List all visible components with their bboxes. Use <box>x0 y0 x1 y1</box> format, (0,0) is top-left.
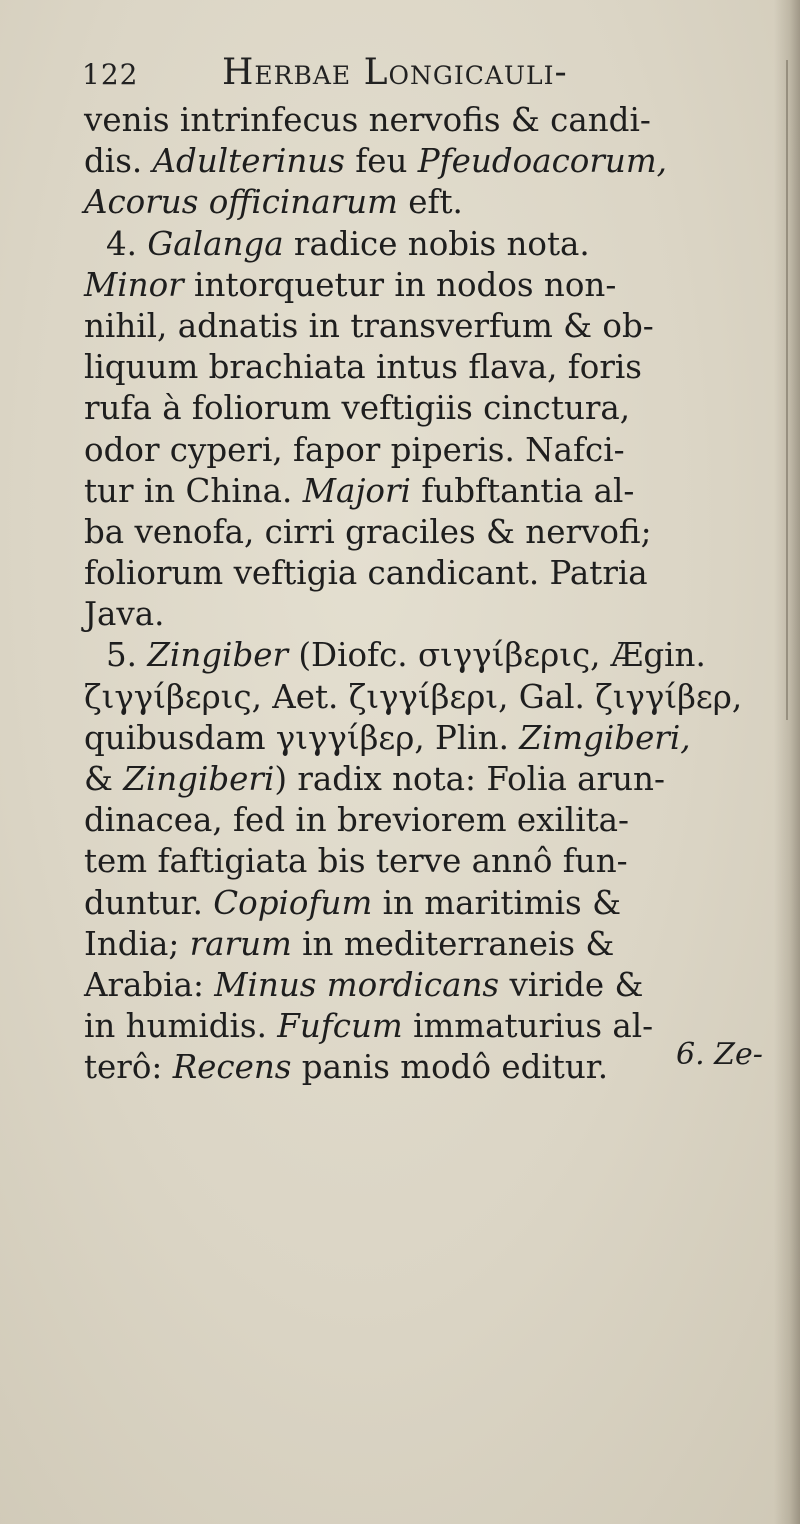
text-line <box>84 1047 774 1088</box>
text-segment: feu <box>344 142 418 181</box>
text-segment: terô: <box>84 1048 173 1087</box>
text-segment: fubftantia al- <box>410 471 635 510</box>
text-segment: & <box>84 760 124 798</box>
text-line <box>84 677 774 718</box>
text-line <box>84 347 774 388</box>
text-line <box>84 759 774 800</box>
text-segment: foliorum veftigia candicant. Patria <box>84 554 648 593</box>
text-segment: radice nobis nota. <box>283 224 590 263</box>
text-segment: duntur. <box>84 883 214 922</box>
italic-term: Zimgiberi, <box>519 718 691 757</box>
text-line <box>84 718 774 759</box>
text-line <box>84 635 774 676</box>
text-segment: ζιγγίβερις, Aet. ζιγγίβερι, Gal. ζιγγίβερ, <box>84 677 743 716</box>
text-segment: intorquetur in nodos non- <box>183 265 617 304</box>
italic-term: Fufcum <box>277 1007 403 1046</box>
running-title: Herbae Longicauli- <box>222 52 568 93</box>
italic-term: rarum <box>189 924 292 963</box>
italic-term: Majori <box>302 471 411 510</box>
italic-term: Pfeudoacorum, <box>417 142 667 181</box>
text-line <box>84 800 774 841</box>
text-line <box>84 553 774 594</box>
body-text <box>84 100 774 1089</box>
text-segment: in humidis. <box>84 1007 278 1046</box>
text-line <box>84 883 774 924</box>
text-segment: venis intrinfecus nervofis & candi- <box>84 101 651 139</box>
text-segment: liquum brachiata intus flava, foris <box>84 348 642 387</box>
text-line <box>84 512 774 553</box>
text-line <box>84 430 774 471</box>
text-segment: (Diofc. σιγγίβερις, Ægin. <box>288 636 706 675</box>
text-segment: ba venofa, cirri graciles & nervofi; <box>84 512 652 551</box>
text-segment: India; <box>84 924 190 963</box>
text-segment: immaturius al- <box>402 1007 654 1046</box>
text-line <box>84 306 774 347</box>
text-line <box>84 594 774 635</box>
text-line <box>84 841 774 882</box>
catchword: 6. Ze- <box>676 1037 763 1072</box>
text-line <box>84 471 774 512</box>
text-line <box>84 182 774 223</box>
text-segment: ) radix nota: Folia arun- <box>274 760 665 798</box>
text-line <box>84 1006 774 1047</box>
italic-term: Adulterinus <box>152 142 345 181</box>
italic-term: Copiofum <box>213 883 373 922</box>
text-line <box>84 965 774 1006</box>
text-line <box>84 265 774 306</box>
text-segment: nihil, adnatis in transverfum & ob- <box>84 306 654 345</box>
text-segment: quibusdam γιγγίβερ, Plin. <box>84 718 520 757</box>
italic-term: Galanga <box>147 224 284 263</box>
text-segment: rufa à foliorum veftigiis cinctura, <box>84 389 631 428</box>
text-segment: 5. <box>106 636 148 675</box>
text-segment: tur in China. <box>84 471 303 510</box>
italic-term: Minor <box>84 265 184 304</box>
text-line <box>84 224 774 265</box>
text-line <box>84 100 774 141</box>
text-segment: Arabia: <box>84 965 215 1004</box>
text-segment: panis modô editur. <box>291 1048 609 1087</box>
page-fold-line <box>786 60 788 720</box>
italic-term: Acorus officinarum <box>84 183 398 222</box>
italic-term: Zingiberi <box>123 760 275 798</box>
text-segment: dinacea, fed in breviorem exilita- <box>84 801 630 840</box>
page-number: 122 <box>82 58 139 91</box>
text-segment: in maritimis & <box>372 883 621 922</box>
text-line <box>84 924 774 965</box>
text-segment: viride & <box>499 965 644 1004</box>
italic-term: Zingiber <box>147 636 289 675</box>
text-line <box>84 141 774 182</box>
text-segment: eft. <box>397 183 463 222</box>
text-segment: dis. <box>84 142 153 181</box>
italic-term: Recens <box>172 1048 292 1087</box>
text-segment: in mediterraneis & <box>291 924 615 963</box>
text-segment: odor cyperi, fapor piperis. Nafci- <box>84 430 625 469</box>
italic-term: Minus mordicans <box>214 965 500 1004</box>
text-segment: Java. <box>84 595 165 634</box>
text-segment: 4. <box>106 224 148 263</box>
text-segment: tem faftigiata bis terve annô fun- <box>84 842 628 881</box>
page-header <box>82 52 742 98</box>
text-line <box>84 388 774 429</box>
